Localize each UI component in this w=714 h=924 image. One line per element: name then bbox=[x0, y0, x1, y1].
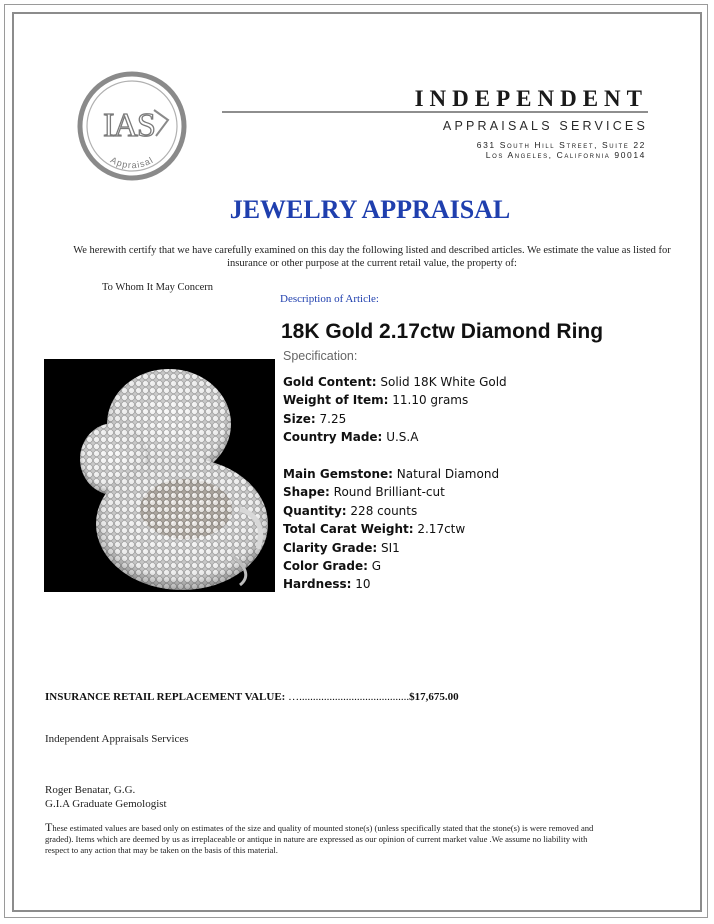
signer-title: G.I.A Graduate Gemologist bbox=[45, 798, 167, 810]
insurance-value-line bbox=[45, 691, 459, 703]
spec-quantity: Quantity: 228 counts bbox=[283, 503, 418, 518]
company-subtitle: APPRAISALS SERVICES bbox=[442, 119, 648, 133]
insurance-value-label: INSURANCE RETAIL REPLACEMENT VALUE: bbox=[45, 691, 286, 703]
insurance-value-dots: …........................................ bbox=[288, 691, 410, 703]
disclaimer bbox=[45, 822, 605, 856]
insurance-value-amount: $17,675.00 bbox=[409, 691, 459, 703]
disclaimer-first-letter: T bbox=[45, 820, 53, 834]
header-divider bbox=[222, 111, 648, 113]
logo-letters: IAS bbox=[103, 107, 155, 144]
spec-country: Country Made: U.S.A bbox=[283, 430, 419, 445]
spec-gold-content: Gold Content: Solid 18K White Gold bbox=[283, 375, 507, 389]
spec-hardness: Hardness: 10 bbox=[283, 577, 371, 592]
spec-main-gemstone: Main Gemstone: Natural Diamond bbox=[283, 467, 500, 482]
company-address-line2: Los Angeles, California 90014 bbox=[485, 150, 646, 160]
spec-clarity: Clarity Grade: SI1 bbox=[283, 540, 400, 555]
footer-company: Independent Appraisals Services bbox=[45, 733, 189, 745]
specification-list bbox=[283, 373, 507, 594]
spec-shape: Shape: Round Brilliant-cut bbox=[283, 485, 445, 500]
company-address-line1: 631 South Hill Street, Suite 22 bbox=[476, 140, 646, 150]
spec-spacer bbox=[283, 447, 507, 465]
specification-label: Specification: bbox=[283, 349, 358, 363]
disclaimer-text: hese estimated values are based only on estimates of the size and quality of mounted stone(s) (unless specifically stated that the stone(s) is were removed and graded). Items which are deemed by us as irreplaceable or antique in nature are expressed as our opinion of current market value .We assume no liability with respect to any action that may be taken on the basis of this material. bbox=[45, 823, 594, 855]
signer-name: Roger Benatar, G.G. bbox=[45, 784, 136, 796]
spec-color: Color Grade: G bbox=[283, 559, 382, 574]
spec-size: Size: 7.25 bbox=[283, 411, 347, 426]
recipient: To Whom It May Concern bbox=[102, 282, 214, 293]
document-title: JEWELRY APPRAISAL bbox=[229, 195, 511, 224]
spec-weight: Weight of Item: 11.10 grams bbox=[283, 393, 469, 408]
ias-logo bbox=[76, 70, 188, 182]
item-title: 18K Gold 2.17ctw Diamond Ring bbox=[281, 320, 604, 343]
diamond-ring-photo bbox=[44, 359, 275, 592]
logo-ring-text: Appraisal bbox=[108, 154, 156, 171]
description-label: Description of Article: bbox=[280, 293, 379, 305]
spec-total-carat: Total Carat Weight: 2.17ctw bbox=[283, 522, 466, 537]
company-name: INDEPENDENT bbox=[414, 86, 648, 111]
certification-text: We herewith certify that we have carefully examined on this day the following listed and described articles. We estimate the value as listed for insurance or other purpose at the current retail value, the property of: bbox=[73, 245, 671, 269]
